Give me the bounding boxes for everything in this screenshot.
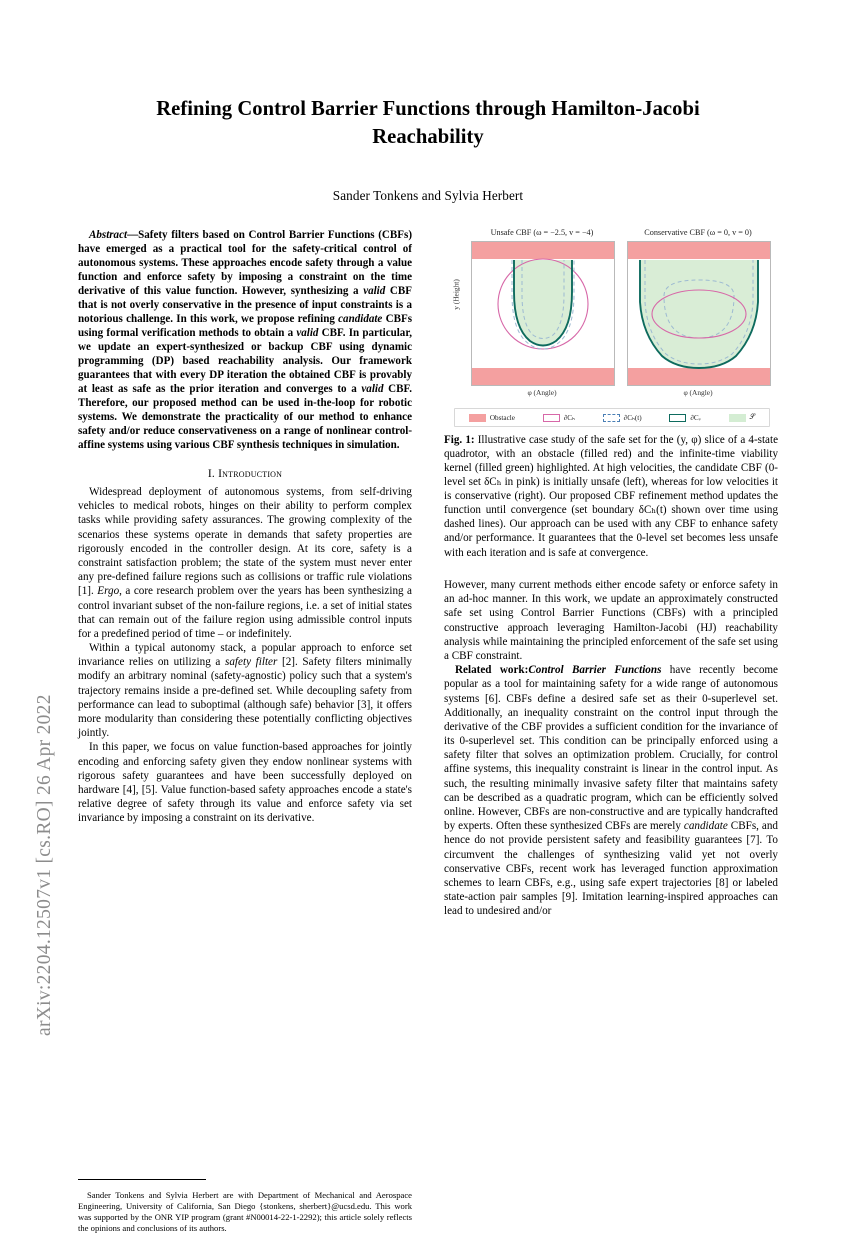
left-column	[78, 228, 413, 1233]
legend-label-dch: ∂Cₕ	[563, 414, 575, 422]
safe-set-swatch-icon	[729, 414, 746, 422]
legend-item-safe-set	[729, 413, 756, 422]
intro-paragraph-2	[78, 641, 412, 740]
intro-p1-a: Widespread deployment of autonomous systems, from self-driving vehicles to medical robots, hinges on their ability to perform complex tasks while providing safety assurances. The growing complexity of the scenarios these systems operate in demands that safety properties are rigorously encoded in the controller design. At its core, safety is a constraint satisfaction problem; the state of the system must never enter any pre-defined failure regions such as collisions or traffic rule violations [1].	[78, 486, 412, 598]
intro-p1-em: Ergo	[97, 585, 120, 598]
legend-item-obstacle	[469, 414, 515, 422]
figure-caption-label: Fig. 1:	[444, 434, 475, 446]
right-p2-em: candidate	[683, 820, 728, 833]
right-column	[444, 578, 778, 919]
legend-label-obstacle: Obstacle	[489, 413, 515, 422]
figure-1	[444, 228, 778, 559]
abstract-em-2: candidate	[338, 313, 383, 325]
x-axis-label-left: φ (Angle)	[527, 388, 557, 397]
abstract-text-4: CBF. In particular, we update an expert-synthesized or backup CBF using dynamic programming (DP) based reachability analysis. Our framework guarantees that with every DP iteration the obtained CBF is provably at least as safe as the prior iteration and converges to a	[78, 327, 412, 395]
legend-label-safe-set: 𝒮	[749, 413, 756, 421]
abstract-dash: —	[127, 229, 139, 241]
legend-item-dch	[543, 413, 575, 422]
paper-page	[78, 0, 778, 1233]
author-list: Sander Tonkens and Sylvia Herbert	[332, 188, 524, 203]
figure-legend	[454, 408, 770, 427]
intro-paragraph-1	[78, 485, 412, 641]
figure-plot-area	[444, 228, 778, 422]
subplot-right-curves	[628, 242, 770, 385]
dch-swatch-icon	[543, 414, 560, 422]
abstract-em-4: valid	[361, 383, 384, 395]
abstract-text-1: Safety filters based on Control Barrier Functions (CBFs) have emerged as a practical tool for the safety-critical control of autonomous systems. These approaches encode safety through a value function and enforce safety by imposing a constraint on the time derivative of this value function. However, synthesizing a	[78, 229, 412, 297]
related-work-em: Control Barrier Functions	[528, 664, 662, 677]
dcht-swatch-icon	[603, 414, 620, 422]
dcv-swatch-icon	[669, 414, 686, 422]
footnote-divider	[78, 1179, 206, 1180]
abstract-text-5: CBF. Therefore, our proposed method can be used in-the-loop for robotic systems. We demonstrate the practicality of our method to enhance safety and/or reduce conservativeness on a range of nonlinear control-affine systems using various CBF synthesis techniques in simulation.	[78, 383, 413, 451]
right-p2-a: have recently become popular as a tool for maintaining safety for a wide range of autonomous systems [6]. CBFs define a desired safe set as their 0-superlevel set. Additionally, an inequality constraint on the control input through the derivative of the CBF provides a sufficient condition for the invariance of its 0-superlevel set. This condition can be principally enforced using a safety filter that solves an optimization problem. Crucially, for control affine systems, this inequality constraint is linear in the control input. As such, the resulting minimally invasive safety filter that maintains safety can be described as a quadratic program, which can be efficiently solved online. However, CBFs are non-constructive and are typically handcrafted by experts. Often these synthesized CBFs are merely	[444, 664, 778, 833]
figure-caption-text: Illustrative case study of the safe set for the (y, φ) slice of a 4-state quadrotor, with an obstacle (filled red) and the infinite-time viability kernel (filled green) highlighted. At high velocities, the candidate CBF (0-level set δCₕ in pink) is initially unsafe (left), whereas for low velocities it is conservative (right). Our proposed CBF refinement method updates the function until convergence (set boundary δCₕ(t) shown over time using dashed lines). Our approach can be used with any CBF to enhance safety and/or performance. It guarantees that the 0-level set becomes less unsafe with each iteration and is safe at convergence.	[444, 434, 778, 559]
title-block	[78, 95, 778, 204]
related-work-label: Related work:	[455, 664, 529, 677]
legend-item-dcv	[669, 414, 700, 422]
footnote-text: Sander Tonkens and Sylvia Herbert are with Department of Mechanical and Aerospace Engineering, University of California, San Diego {stonkens, sherbert}@ucsd.edu. This work was supported by the ONR YIP program (grant #N00014-22-1-2292); this article solely reflects the opinions and conclusions of its authors.	[78, 1190, 412, 1233]
right-paragraph-1: However, many current methods either encode safety or enforce safety in an ad-hoc manner. In this work, we update an approximately constructed safe set using Control Barrier Functions (CBFs) with a principled constructive approach leveraging Hamilton-Jacobi (HJ) reachability analysis while maintaining the principled enforcement of the safe set using a CBF constraint.	[444, 579, 778, 662]
intro-p2-b: [2]. Safety filters minimally modify an arbitrary nominal (safety-agnostic) policy such that a system's trajectory remains inside a pre-defined set. While decoupling safety from performance can lead to suboptimal (although safe) behavior [3], it offers more modularity than considering these potentially conflicting objectives jointly.	[78, 656, 412, 740]
intro-paragraph-3: In this paper, we focus on value function-based approaches for jointly encoding and enforcing safety given they endow nonlinear systems with rigorous safety guarantees and have been successfully deployed on hardware [4], [5]. Value function-based safety approaches encode a state's relative degree of safety through its value and enforce safety via set invariance by imposing a constraint on its derivative.	[78, 741, 412, 825]
page-title: Refining Control Barrier Functions through Hamilton-Jacobi Reachability	[156, 98, 700, 148]
related-work-paragraph	[444, 663, 778, 918]
subplot-left-curves	[472, 242, 614, 385]
x-axis-label-right: φ (Angle)	[683, 388, 713, 397]
subplot-title-right: Conservative CBF (ω = 0, v = 0)	[644, 228, 752, 237]
figure-caption	[444, 433, 778, 560]
intro-p1-b: , a core research problem over the years has been synthesizing a control invariant subset of the non-failure regions, i.e. a set of initial states that can remain out of the failure region using admissible control inputs for a predefined period of time – or indefinitely.	[78, 585, 413, 640]
subplot-title-left: Unsafe CBF (ω = −2.5, v = −4)	[490, 228, 594, 237]
subplot-left-axes	[471, 241, 615, 386]
subplot-right-axes	[627, 241, 771, 386]
abstract-paragraph	[78, 228, 412, 452]
arxiv-stamp-text: arXiv:2204.12507v1 [cs.RO] 26 Apr 2022	[34, 694, 55, 1036]
abstract-label: Abstract	[89, 229, 128, 241]
y-axis-label: y (Height)	[451, 279, 461, 310]
legend-label-dcv: ∂Cᵥ	[690, 413, 701, 422]
intro-p2-a: Within a typical autonomy stack, a popular approach to enforce set invariance relies on utilizing a	[78, 642, 412, 669]
abstract-em-3: valid	[296, 327, 319, 339]
right-p2-b: CBFs, and hence do not provide persistent safety and feasibility guarantees [7]. To circumvent the challenges of synthesizing valid yet not overly conservative CBFs, recent work has leveraged function approximation schemes to learn CBFs, e.g., using safe expert trajectories [8] or labeled state-action pair samples [9]. Imitation learning-inspired approaches can lead to undesired and/or	[444, 820, 778, 918]
legend-label-dcht: ∂Cₕ(t)	[623, 414, 642, 422]
arxiv-stamp	[0, 0, 70, 1100]
abstract-text-2: CBF that is not overly conservative in the presence of input constraints is a notorious challenge. In this work, we propose refining	[78, 285, 413, 325]
legend-item-dcht	[603, 413, 642, 422]
intro-p2-em: safety filter	[225, 656, 278, 669]
section-heading-introduction: I. Introduction	[207, 467, 283, 480]
abstract-em-1: valid	[363, 285, 386, 297]
abstract-text-3: CBFs using formal verification methods to obtain a	[78, 313, 412, 339]
obstacle-swatch-icon	[469, 414, 486, 422]
